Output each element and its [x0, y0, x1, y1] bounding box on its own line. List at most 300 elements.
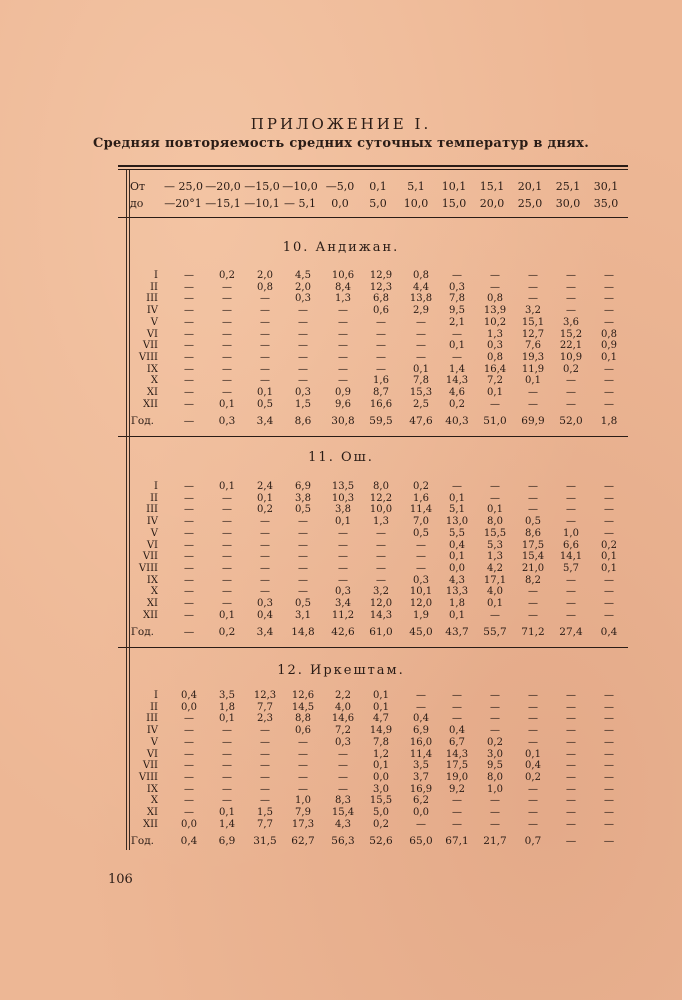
cell-value: 62,7 [291, 835, 315, 848]
cell-value: — [452, 328, 462, 340]
cell-value: — [260, 783, 270, 795]
cell-value: — [184, 363, 194, 375]
cell-value: — [260, 328, 270, 340]
cell-value: — [222, 351, 232, 363]
cell-value: 6,7 [449, 736, 465, 748]
cell-value: — [222, 527, 232, 539]
page-number: 106 [108, 872, 133, 887]
cell-value: — [604, 795, 614, 807]
cell-value: 1,3 [335, 293, 351, 305]
cell-value: — [184, 387, 194, 398]
header-from-row-value: —10,0 [282, 180, 318, 193]
cell-value: — [260, 351, 270, 363]
cell-value: — [566, 818, 576, 830]
cell-value: — [222, 725, 232, 737]
cell-value: 7,8 [373, 736, 389, 748]
cell-value: 3,8 [295, 492, 311, 504]
cell-value: 0,0 [449, 562, 465, 574]
cell-value: 15,5 [369, 795, 393, 807]
cell-value: 0,4 [449, 539, 465, 551]
cell-value: — [566, 504, 576, 516]
cell-value: 67,1 [445, 835, 469, 848]
month-label: XI [146, 807, 158, 818]
cell-value: 4,6 [449, 387, 465, 398]
cell-value: 7,8 [449, 293, 465, 305]
cell-value: — [222, 504, 232, 516]
table-row [128, 364, 628, 376]
cell-value: 12,6 [291, 690, 315, 701]
month-label: VI [146, 748, 158, 760]
month-label: IX [146, 574, 158, 586]
cell-value: — [604, 398, 614, 410]
cell-value: — [604, 516, 614, 528]
cell-value: 0,9 [335, 387, 351, 398]
cell-value: 3,5 [219, 690, 235, 701]
cell-value: — [184, 481, 194, 492]
cell-value: — [184, 270, 194, 281]
cell-value: 15,1 [521, 316, 545, 328]
cell-value: — [528, 492, 538, 504]
cell-value: — [184, 551, 194, 563]
cell-value: 52,6 [369, 835, 393, 848]
cell-value: — [604, 771, 614, 783]
cell-value: — [298, 527, 308, 539]
month-label: X [150, 375, 158, 387]
cell-value: 0,1 [601, 551, 617, 563]
cell-value: 5,1 [449, 504, 465, 516]
cell-value: — [298, 748, 308, 760]
header-from-row-value: —15,0 [244, 180, 280, 193]
cell-value: — [260, 551, 270, 563]
cell-value: — [566, 492, 576, 504]
cell-value: — [528, 398, 538, 410]
table-row [128, 563, 628, 575]
cell-value: — [338, 375, 348, 387]
cell-value: 5,0 [373, 807, 389, 818]
cell-value: 1,0 [487, 783, 503, 795]
table-row [128, 504, 628, 516]
cell-value: 9,2 [449, 783, 465, 795]
cell-value: — [376, 340, 386, 352]
cell-value: 0,0 [413, 807, 429, 818]
cell-value: — [566, 713, 576, 725]
cell-value: — [604, 818, 614, 830]
cell-value: 7,9 [295, 807, 311, 818]
cell-value: 8,0 [373, 481, 389, 492]
cell-value: 14,3 [445, 748, 469, 760]
cell-value: 0,6 [373, 305, 389, 317]
header-from-row-label: От [130, 180, 146, 193]
cell-value: — [298, 783, 308, 795]
cell-value: — [184, 736, 194, 748]
cell-value: — [184, 492, 194, 504]
month-label: VIII [138, 562, 158, 574]
cell-value: 8,7 [373, 387, 389, 398]
month-label: II [150, 492, 158, 504]
cell-value: 13,0 [445, 516, 469, 528]
cell-value: 16,9 [409, 783, 433, 795]
cell-value: 0,3 [449, 281, 465, 293]
cell-value: — [528, 586, 538, 598]
station-divider-1 [118, 436, 628, 437]
cell-value: 3,0 [373, 783, 389, 795]
cell-value: — [452, 807, 462, 818]
cell-value: — [416, 701, 426, 713]
cell-value: 0,1 [335, 516, 351, 528]
cell-value: 14,3 [369, 609, 393, 621]
cell-value: 17,1 [483, 574, 507, 586]
cell-value: — [184, 771, 194, 783]
cell-value: 6,9 [218, 835, 236, 848]
cell-value: — [416, 328, 426, 340]
header-from-row-value: 5,1 [407, 180, 425, 193]
cell-value: — [222, 574, 232, 586]
cell-value: 2,1 [449, 316, 465, 328]
cell-value: — [528, 270, 538, 281]
cell-value: — [338, 783, 348, 795]
cell-value: 2,3 [257, 713, 273, 725]
cell-value: — [528, 701, 538, 713]
cell-value: — [490, 818, 500, 830]
header-to-row-value: 15,0 [441, 197, 467, 210]
cell-value: — [528, 713, 538, 725]
header-to-row-value: 20,0 [479, 197, 505, 210]
cell-value: 0,1 [219, 481, 235, 492]
month-label: X [150, 795, 158, 807]
month-label: VIII [138, 771, 158, 783]
table-row [128, 305, 628, 317]
cell-value: — [452, 351, 462, 363]
cell-value: — [338, 363, 348, 375]
cell-value: 0,3 [257, 598, 273, 609]
cell-value: 1,6 [413, 492, 429, 504]
cell-value: — [338, 760, 348, 772]
cell-value: — [222, 562, 232, 574]
cell-value: 10,3 [331, 492, 355, 504]
cell-value: 0,2 [373, 818, 389, 830]
cell-value: — [490, 609, 500, 621]
cell-value: — [604, 504, 614, 516]
cell-value: — [452, 270, 462, 281]
cell-value: 3,5 [413, 760, 429, 772]
cell-value: 13,3 [445, 586, 469, 598]
cell-value: — [298, 736, 308, 748]
cell-value: 7,6 [525, 340, 541, 352]
cell-value: 21,0 [521, 562, 545, 574]
cell-value: 0,2 [601, 539, 617, 551]
cell-value: 0,1 [373, 701, 389, 713]
cell-value: 51,0 [483, 415, 507, 428]
cell-value: — [184, 539, 194, 551]
cell-value: — [604, 609, 614, 621]
cell-value: 3,4 [256, 626, 274, 639]
cell-value: — [566, 783, 576, 795]
cell-value: — [222, 281, 232, 293]
cell-value: 0,5 [295, 504, 311, 516]
cell-value: 14,1 [559, 551, 583, 563]
cell-value: 8,0 [487, 516, 503, 528]
cell-value: 0,1 [449, 492, 465, 504]
header-from-row-value: 20,1 [517, 180, 543, 193]
cell-value: — [565, 835, 577, 848]
cell-value: — [566, 270, 576, 281]
cell-value: 19,3 [521, 351, 545, 363]
cell-value: 10,9 [559, 351, 583, 363]
cell-value: — [338, 316, 348, 328]
cell-value: 0,8 [487, 293, 503, 305]
cell-value: 8,3 [335, 795, 351, 807]
cell-value: 0,1 [525, 748, 541, 760]
table-row [128, 702, 628, 714]
month-label: I [154, 481, 158, 492]
table-row [128, 481, 628, 493]
cell-value: 0,3 [335, 586, 351, 598]
month-label: IX [146, 363, 158, 375]
cell-value: — [184, 574, 194, 586]
cell-value: 0,8 [257, 281, 273, 293]
table-row [128, 399, 628, 411]
cell-value: 6,9 [413, 725, 429, 737]
cell-value: 8,2 [525, 574, 541, 586]
cell-value: — [376, 328, 386, 340]
month-label: II [150, 701, 158, 713]
month-label: II [150, 281, 158, 293]
header-from-row-value: 10,1 [441, 180, 467, 193]
header-to-row [126, 197, 626, 213]
table-row [128, 575, 628, 587]
cell-value: 16,6 [369, 398, 393, 410]
cell-value: 4,4 [413, 281, 429, 293]
cell-value: 0,1 [413, 363, 429, 375]
cell-value: — [604, 807, 614, 818]
header-to-row-label: до [130, 197, 144, 210]
cell-value: — [416, 316, 426, 328]
cell-value: 0,8 [487, 351, 503, 363]
table-row [128, 713, 628, 725]
cell-value: — [222, 516, 232, 528]
header-to-row-value: 5,0 [369, 197, 387, 210]
cell-value: 4,3 [449, 574, 465, 586]
cell-value: 11,2 [331, 609, 355, 621]
cell-value: 6,9 [295, 481, 311, 492]
cell-value: — [376, 562, 386, 574]
month-label: XII [142, 609, 158, 621]
cell-value: 0,8 [601, 328, 617, 340]
cell-value: 0,7 [524, 835, 542, 848]
cell-value: — [260, 760, 270, 772]
cell-value: 40,3 [445, 415, 469, 428]
month-label: Год. [130, 835, 154, 848]
cell-value: 14,3 [445, 375, 469, 387]
cell-value: — [452, 795, 462, 807]
cell-value: 4,3 [335, 818, 351, 830]
cell-value: — [260, 305, 270, 317]
cell-value: 0,0 [181, 818, 197, 830]
month-label: XI [146, 387, 158, 398]
cell-value: 1,2 [373, 748, 389, 760]
cell-value: 8,4 [335, 281, 351, 293]
cell-value: 17,5 [445, 760, 469, 772]
month-label: III [146, 504, 158, 516]
cell-value: — [338, 539, 348, 551]
cell-value: — [184, 305, 194, 317]
cell-value: — [416, 818, 426, 830]
cell-value: — [298, 305, 308, 317]
cell-value: — [416, 562, 426, 574]
cell-value: — [604, 783, 614, 795]
cell-value: — [604, 690, 614, 701]
cell-value: 1,8 [219, 701, 235, 713]
cell-value: — [528, 609, 538, 621]
cell-value: — [184, 293, 194, 305]
table-row [128, 725, 628, 737]
cell-value: 0,2 [413, 481, 429, 492]
cell-value: 9,6 [335, 398, 351, 410]
cell-value: 1,3 [487, 328, 503, 340]
cell-value: 30,8 [331, 415, 355, 428]
cell-value: 4,2 [487, 562, 503, 574]
cell-value: — [298, 760, 308, 772]
cell-value: — [260, 316, 270, 328]
cell-value: — [260, 748, 270, 760]
cell-value: 56,3 [331, 835, 355, 848]
cell-value: — [222, 387, 232, 398]
cell-value: — [528, 293, 538, 305]
cell-value: — [260, 771, 270, 783]
top-rule-thick [118, 165, 628, 167]
cell-value: — [528, 795, 538, 807]
cell-value: — [416, 539, 426, 551]
cell-value: — [416, 340, 426, 352]
cell-value: — [566, 725, 576, 737]
cell-value: — [338, 328, 348, 340]
cell-value: — [528, 690, 538, 701]
cell-value: 0,2 [219, 270, 235, 281]
cell-value: — [184, 516, 194, 528]
cell-value: — [338, 574, 348, 586]
cell-value: 12,0 [369, 598, 393, 609]
cell-value: — [184, 375, 194, 387]
table-row [128, 598, 628, 610]
cell-value: 7,8 [413, 375, 429, 387]
cell-value: — [184, 795, 194, 807]
cell-value: — [338, 340, 348, 352]
cell-value: — [338, 748, 348, 760]
cell-value: 47,6 [409, 415, 433, 428]
month-label: VII [142, 551, 158, 563]
cell-value: 0,1 [449, 551, 465, 563]
cell-value: — [376, 574, 386, 586]
cell-value: — [566, 609, 576, 621]
header-to-row-value: 35,0 [593, 197, 619, 210]
station-title: 11. Ош. [308, 450, 374, 465]
cell-value: 27,4 [559, 626, 583, 639]
cell-value: 0,1 [449, 340, 465, 352]
cell-value: 9,5 [487, 760, 503, 772]
month-label: XII [142, 818, 158, 830]
cell-value: — [528, 725, 538, 737]
cell-value: 12,3 [369, 281, 393, 293]
cell-value: — [566, 398, 576, 410]
cell-value: 13,5 [331, 481, 355, 492]
cell-value: 65,0 [409, 835, 433, 848]
cell-value: — [184, 504, 194, 516]
cell-value: — [260, 340, 270, 352]
cell-value: 0,2 [218, 626, 236, 639]
cell-value: 4,0 [335, 701, 351, 713]
cell-value: 52,0 [559, 415, 583, 428]
cell-value: — [566, 293, 576, 305]
cell-value: 3,4 [335, 598, 351, 609]
header-to-row-value: 10,0 [403, 197, 429, 210]
table-row [128, 329, 628, 341]
cell-value: 7,2 [487, 375, 503, 387]
cell-value: 0,1 [219, 609, 235, 621]
cell-value: 2,4 [257, 481, 273, 492]
header-from-row-value: 15,1 [479, 180, 505, 193]
cell-value: — [184, 748, 194, 760]
cell-value: — [260, 527, 270, 539]
cell-value: 14,9 [369, 725, 393, 737]
cell-value: — [222, 328, 232, 340]
cell-value: 12,3 [253, 690, 277, 701]
table-row [128, 375, 628, 387]
cell-value: 10,1 [409, 586, 433, 598]
cell-value: — [376, 351, 386, 363]
cell-value: 0,4 [181, 690, 197, 701]
cell-value: 4,0 [487, 586, 503, 598]
cell-value: 12,9 [369, 270, 393, 281]
cell-value: — [260, 363, 270, 375]
cell-value: — [490, 481, 500, 492]
cell-value: — [338, 771, 348, 783]
cell-value: 42,6 [331, 626, 355, 639]
cell-value: 3,7 [413, 771, 429, 783]
cell-value: — [604, 293, 614, 305]
cell-value: 0,4 [525, 760, 541, 772]
cell-value: 0,4 [449, 725, 465, 737]
cell-value: — [416, 551, 426, 563]
cell-value: 15,2 [559, 328, 583, 340]
cell-value: — [184, 351, 194, 363]
cell-value: 0,1 [219, 807, 235, 818]
cell-value: 0,1 [601, 562, 617, 574]
table-row [128, 528, 628, 540]
cell-value: 0,3 [335, 736, 351, 748]
month-label: VII [142, 760, 158, 772]
month-label: VII [142, 340, 158, 352]
cell-value: — [183, 626, 195, 639]
cell-value: — [604, 736, 614, 748]
cell-value: 7,7 [257, 818, 273, 830]
month-label: V [150, 527, 158, 539]
table-row [128, 293, 628, 305]
cell-value: 0,4 [600, 626, 618, 639]
cell-value: 19,0 [445, 771, 469, 783]
cell-value: — [298, 551, 308, 563]
month-label: VI [146, 539, 158, 551]
header-to-row-value: 0,0 [331, 197, 349, 210]
station-title: 10. Андижан. [282, 240, 400, 255]
cell-value: 0,4 [180, 835, 198, 848]
cell-value: — [184, 609, 194, 621]
cell-value: 11,4 [409, 748, 433, 760]
cell-value: — [222, 795, 232, 807]
cell-value: — [566, 807, 576, 818]
table-row [128, 610, 628, 622]
cell-value: 0,5 [413, 527, 429, 539]
cell-value: 1,6 [373, 375, 389, 387]
